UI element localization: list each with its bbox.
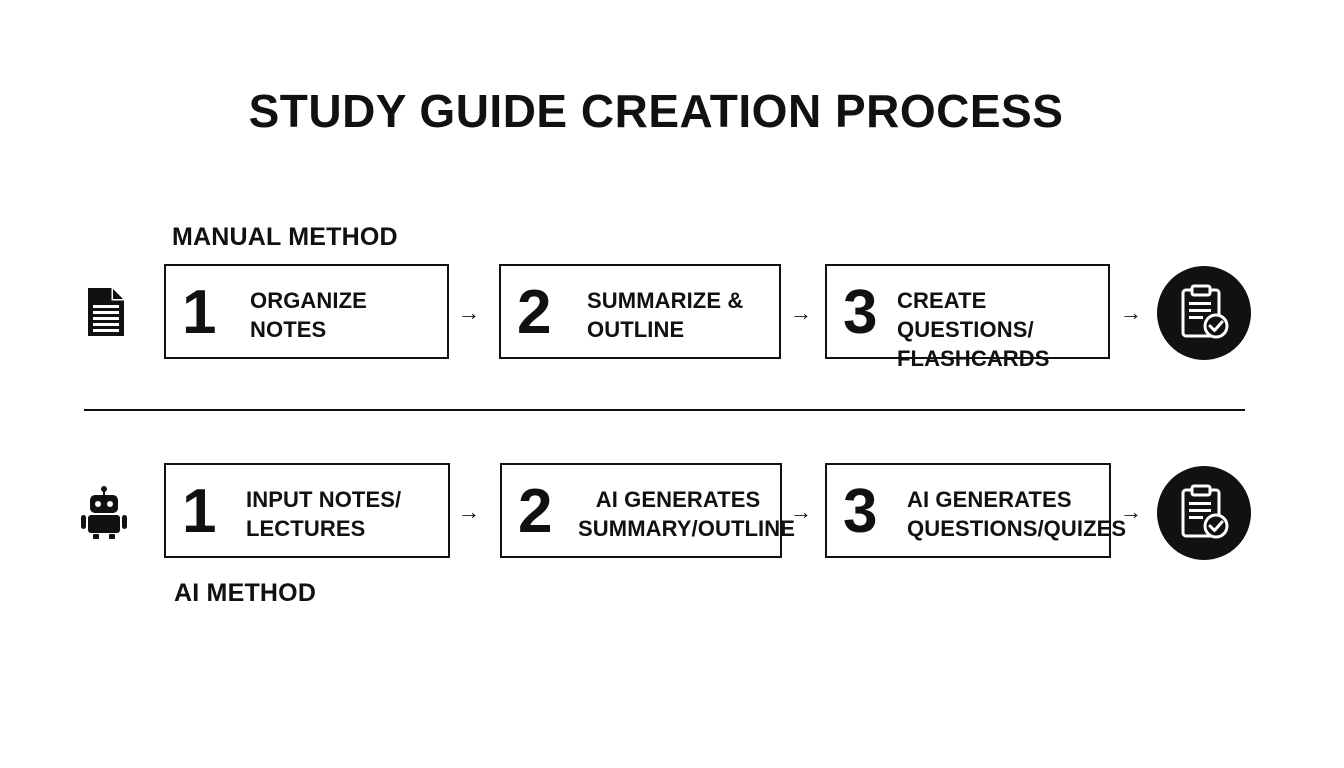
- step-number: 3: [843, 477, 878, 546]
- arrow-icon: →: [790, 499, 812, 524]
- step-text: ORGANIZE NOTES: [250, 288, 367, 342]
- manual-method-label: MANUAL METHOD: [172, 223, 398, 251]
- arrow-icon: →: [790, 300, 812, 325]
- clipboard-check-icon: [1157, 466, 1251, 560]
- step-text: CREATE QUESTIONS/ FLASHCARDS: [897, 288, 1050, 371]
- manual-step-3: [825, 264, 1110, 371]
- step-text: INPUT NOTES/ LECTURES: [246, 487, 402, 541]
- step-number: 1: [182, 477, 217, 546]
- manual-step-2: [499, 264, 781, 359]
- step-text: AI GENERATES SUMMARY/OUTLINE: [578, 487, 796, 541]
- step-number: 3: [843, 278, 878, 347]
- diagram-title: STUDY GUIDE CREATION PROCESS: [248, 85, 1064, 137]
- arrow-icon: →: [1120, 499, 1142, 524]
- ai-step-2: [500, 463, 796, 558]
- arrow-icon: →: [458, 300, 480, 325]
- ai-method-label: AI METHOD: [174, 579, 317, 607]
- step-text: AI GENERATES QUESTIONS/QUIZES: [907, 487, 1127, 541]
- step-number: 1: [182, 278, 217, 347]
- ai-step-1: [164, 463, 450, 558]
- document-icon: [82, 286, 130, 338]
- step-text: SUMMARIZE & OUTLINE: [587, 288, 744, 342]
- step-number: 2: [518, 477, 553, 546]
- clipboard-check-icon: [1157, 266, 1251, 360]
- section-divider: [84, 409, 1245, 411]
- step-number: 2: [517, 278, 552, 347]
- arrow-icon: →: [1120, 300, 1142, 325]
- robot-icon: [80, 484, 128, 536]
- arrow-icon: →: [458, 499, 480, 524]
- manual-step-1: [164, 264, 449, 359]
- ai-step-3: [825, 463, 1127, 558]
